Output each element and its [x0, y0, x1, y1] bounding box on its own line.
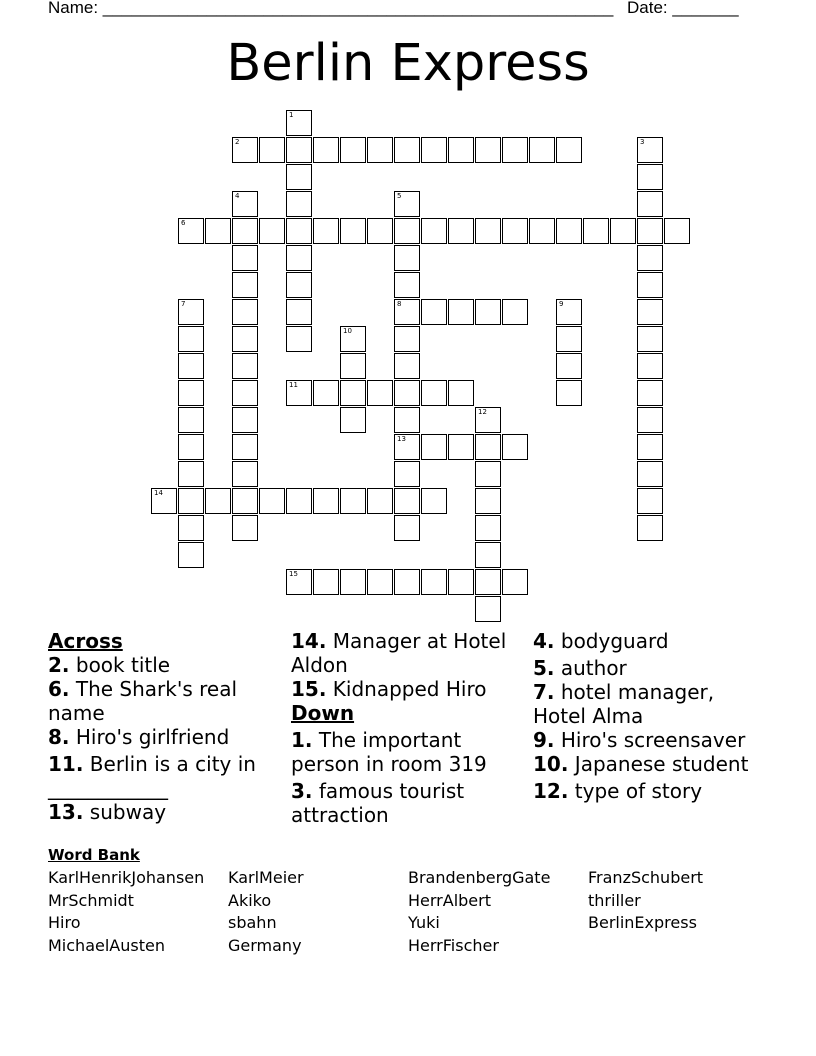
crossword-cell[interactable]: [637, 191, 663, 217]
date-field: Date: _______: [627, 0, 739, 17]
crossword-cell[interactable]: [637, 245, 663, 271]
clue-number: 12: [478, 408, 487, 416]
word-bank-item: Akiko: [228, 890, 272, 910]
clue-down-5: 5. author: [533, 656, 627, 680]
page-title: Berlin Express: [226, 34, 590, 93]
word-bank-heading: Word Bank: [48, 846, 140, 864]
clue-column-1: [48, 629, 273, 824]
crossword-cell[interactable]: [232, 380, 258, 406]
crossword-cell[interactable]: [475, 299, 501, 325]
crossword-cell[interactable]: [475, 461, 501, 487]
crossword-cell[interactable]: [583, 218, 609, 244]
crossword-cell[interactable]: [286, 326, 312, 352]
crossword-cell[interactable]: [394, 434, 420, 460]
crossword-cell[interactable]: [637, 299, 663, 325]
crossword-cell[interactable]: [232, 218, 258, 244]
crossword-cell[interactable]: [394, 515, 420, 541]
crossword-cell[interactable]: [637, 488, 663, 514]
word-bank-item: Germany: [228, 936, 302, 956]
crossword-cell[interactable]: [286, 137, 312, 163]
clue-across-14: 14. Manager at Hotel Aldon: [291, 629, 507, 677]
crossword-cell[interactable]: [178, 488, 204, 514]
crossword-cell[interactable]: [367, 380, 393, 406]
word-bank-item: MichaelAusten: [48, 936, 165, 956]
crossword-cell[interactable]: [421, 137, 447, 163]
crossword-cell[interactable]: [421, 380, 447, 406]
crossword-cell[interactable]: [340, 407, 366, 433]
crossword-cell[interactable]: [637, 137, 663, 163]
crossword-cell[interactable]: [421, 299, 447, 325]
crossword-cell[interactable]: [340, 326, 366, 352]
crossword-cell[interactable]: [259, 488, 285, 514]
clue-across-8: 8. Hiro's girlfriend: [48, 725, 230, 749]
word-bank-column: [588, 867, 703, 935]
crossword-cell[interactable]: [610, 218, 636, 244]
crossword-cell[interactable]: [556, 137, 582, 163]
crossword-cell[interactable]: [367, 137, 393, 163]
clue-down-3: 3. famous tourist attraction: [291, 779, 465, 827]
crossword-cell[interactable]: [313, 218, 339, 244]
crossword-cell[interactable]: [637, 407, 663, 433]
clue-down-10: 10. Japanese student: [533, 752, 749, 776]
crossword-cell[interactable]: [232, 461, 258, 487]
crossword-cell[interactable]: [637, 326, 663, 352]
word-bank-item: FranzSchubert: [588, 868, 704, 887]
word-bank-item: HerrFischer: [408, 936, 499, 956]
crossword-cell[interactable]: [502, 299, 528, 325]
crossword-cell[interactable]: [178, 461, 204, 487]
crossword-cell[interactable]: [313, 488, 339, 514]
crossword-cell[interactable]: [340, 569, 366, 595]
crossword-cell[interactable]: [340, 380, 366, 406]
crossword-cell[interactable]: [367, 218, 393, 244]
clue-down-7: 7. hotel manager, Hotel Alma: [533, 680, 715, 728]
crossword-cell[interactable]: [232, 434, 258, 460]
crossword-cell[interactable]: [286, 110, 312, 136]
word-bank-item: KarlHenrikJohansen: [48, 868, 205, 887]
crossword-cell[interactable]: [313, 380, 339, 406]
clue-across-15: 15. Kidnapped Hiro: [291, 677, 487, 701]
crossword-cell[interactable]: [232, 488, 258, 514]
crossword-cell[interactable]: [394, 326, 420, 352]
crossword-cell[interactable]: [232, 137, 258, 163]
crossword-cell[interactable]: [394, 299, 420, 325]
crossword-cell[interactable]: [178, 515, 204, 541]
crossword-cell[interactable]: [556, 353, 582, 379]
crossword-cell[interactable]: [394, 407, 420, 433]
crossword-cell[interactable]: [232, 191, 258, 217]
crossword-cell[interactable]: [421, 434, 447, 460]
crossword-cell[interactable]: [637, 164, 663, 190]
crossword-cell[interactable]: [232, 353, 258, 379]
clue-across-2: 2. book title: [48, 653, 171, 677]
crossword-cell[interactable]: [394, 353, 420, 379]
clue-down-9: 9. Hiro's screensaver: [533, 728, 746, 752]
clue-number: 8: [397, 300, 402, 308]
crossword-cell[interactable]: [394, 137, 420, 163]
crossword-cell[interactable]: [475, 542, 501, 568]
crossword-cell[interactable]: [475, 515, 501, 541]
crossword-cell[interactable]: [232, 272, 258, 298]
crossword-cell[interactable]: [205, 218, 231, 244]
clue-number: 5: [397, 192, 402, 200]
crossword-cell[interactable]: [151, 488, 177, 514]
clue-number: 10: [343, 327, 352, 335]
crossword-cell[interactable]: [448, 569, 474, 595]
crossword-cell[interactable]: [529, 218, 555, 244]
crossword-cell[interactable]: [394, 191, 420, 217]
word-bank-item: BrandenbergGate: [408, 868, 551, 887]
crossword-cell[interactable]: [232, 407, 258, 433]
crossword-cell[interactable]: [178, 434, 204, 460]
crossword-cell[interactable]: [178, 380, 204, 406]
clue-number: 1: [289, 111, 294, 119]
crossword-cell[interactable]: [286, 299, 312, 325]
word-bank-item: HerrAlbert: [408, 890, 491, 910]
crossword-cell[interactable]: [340, 218, 366, 244]
word-bank-item: KarlMeier: [228, 868, 304, 887]
word-bank-item: Yuki: [408, 913, 440, 933]
crossword-cell[interactable]: [313, 137, 339, 163]
crossword-cell[interactable]: [367, 569, 393, 595]
crossword-cell[interactable]: [637, 461, 663, 487]
crossword-cell[interactable]: [475, 137, 501, 163]
crossword-cell[interactable]: [286, 488, 312, 514]
crossword-cell[interactable]: [637, 353, 663, 379]
crossword-cell[interactable]: [178, 218, 204, 244]
crossword-cell[interactable]: [394, 461, 420, 487]
crossword-cell[interactable]: [340, 488, 366, 514]
crossword-cell[interactable]: [448, 218, 474, 244]
clue-number: 3: [640, 138, 645, 146]
crossword-cell[interactable]: [178, 542, 204, 568]
crossword-cell[interactable]: [232, 515, 258, 541]
crossword-cell[interactable]: [286, 191, 312, 217]
word-bank-item: Hiro: [48, 913, 81, 933]
crossword-cell[interactable]: [637, 515, 663, 541]
crossword-cell[interactable]: [664, 218, 690, 244]
crossword-cell[interactable]: [259, 137, 285, 163]
word-bank-column: [48, 867, 204, 958]
clue-column-2: [291, 629, 519, 827]
crossword-cell[interactable]: [529, 137, 555, 163]
crossword-cell[interactable]: [502, 137, 528, 163]
crossword-cell[interactable]: [286, 272, 312, 298]
crossword-cell[interactable]: [394, 218, 420, 244]
crossword-cell[interactable]: [637, 380, 663, 406]
crossword-cell[interactable]: [637, 272, 663, 298]
clue-across-11: 11. Berlin is a city in ____________: [48, 752, 256, 800]
crossword-cell[interactable]: [259, 218, 285, 244]
word-bank-item: thriller: [588, 890, 641, 910]
crossword-cell[interactable]: [232, 326, 258, 352]
crossword-cell[interactable]: [394, 569, 420, 595]
crossword-cell[interactable]: [394, 272, 420, 298]
clue-column-3: [533, 629, 773, 803]
clue-across-13: 13. subway: [48, 800, 167, 824]
crossword-cell[interactable]: [448, 137, 474, 163]
clue-down-1: 1. The important person in room 319: [291, 728, 487, 776]
crossword-cell[interactable]: [367, 488, 393, 514]
crossword-cell[interactable]: [394, 488, 420, 514]
word-bank-column: [408, 867, 550, 958]
crossword-cell[interactable]: [232, 245, 258, 271]
crossword-cell[interactable]: [286, 380, 312, 406]
crossword-cell[interactable]: [475, 596, 501, 622]
crossword-cell[interactable]: [286, 164, 312, 190]
crossword-cell[interactable]: [448, 380, 474, 406]
crossword-cell[interactable]: [448, 299, 474, 325]
crossword-cell[interactable]: [421, 218, 447, 244]
clue-down-4: 4. bodyguard: [533, 629, 669, 653]
crossword-cell[interactable]: [421, 569, 447, 595]
crossword-cell[interactable]: [340, 137, 366, 163]
crossword-cell[interactable]: [178, 326, 204, 352]
crossword-cell[interactable]: [178, 353, 204, 379]
crossword-cell[interactable]: [502, 218, 528, 244]
crossword-cell[interactable]: [313, 569, 339, 595]
crossword-cell[interactable]: [502, 434, 528, 460]
crossword-cell[interactable]: [394, 245, 420, 271]
crossword-cell[interactable]: [394, 380, 420, 406]
across-heading: Across: [48, 629, 123, 653]
crossword-cell[interactable]: [556, 326, 582, 352]
crossword-cell[interactable]: [475, 218, 501, 244]
word-bank-item: sbahn: [228, 913, 277, 933]
crossword-cell[interactable]: [637, 218, 663, 244]
crossword-cell[interactable]: [340, 353, 366, 379]
word-bank-item: BerlinExpress: [588, 913, 697, 933]
crossword-cell[interactable]: [502, 569, 528, 595]
clue-number: 9: [559, 300, 564, 308]
crossword-cell[interactable]: [475, 488, 501, 514]
crossword-cell[interactable]: [556, 218, 582, 244]
crossword-cell[interactable]: [178, 299, 204, 325]
crossword-cell[interactable]: [286, 569, 312, 595]
crossword-cell[interactable]: [637, 434, 663, 460]
crossword-cell[interactable]: [448, 434, 474, 460]
clue-number: 2: [235, 138, 240, 146]
crossword-cell[interactable]: [421, 488, 447, 514]
word-bank-item: MrSchmidt: [48, 890, 134, 910]
clue-number: 13: [397, 435, 406, 443]
crossword-cell[interactable]: [475, 434, 501, 460]
clue-down-12: 12. type of story: [533, 779, 703, 803]
clue-number: 15: [289, 570, 298, 578]
down-heading: Down: [291, 701, 355, 725]
crossword-cell[interactable]: [556, 380, 582, 406]
word-bank-column: [228, 867, 304, 958]
crossword-cell[interactable]: [475, 569, 501, 595]
crossword-cell[interactable]: [286, 218, 312, 244]
clue-number: 14: [154, 489, 163, 497]
clue-across-6: 6. The Shark's real name: [48, 677, 238, 725]
crossword-cell[interactable]: [286, 245, 312, 271]
clue-number: 7: [181, 300, 186, 308]
clue-number: 4: [235, 192, 240, 200]
clue-number: 11: [289, 381, 298, 389]
name-field: Name: ______________________________________________________: [48, 0, 614, 17]
crossword-cell[interactable]: [475, 407, 501, 433]
crossword-cell[interactable]: [205, 488, 231, 514]
clue-number: 6: [181, 219, 186, 227]
crossword-cell[interactable]: [232, 299, 258, 325]
crossword-cell[interactable]: [556, 299, 582, 325]
crossword-cell[interactable]: [178, 407, 204, 433]
